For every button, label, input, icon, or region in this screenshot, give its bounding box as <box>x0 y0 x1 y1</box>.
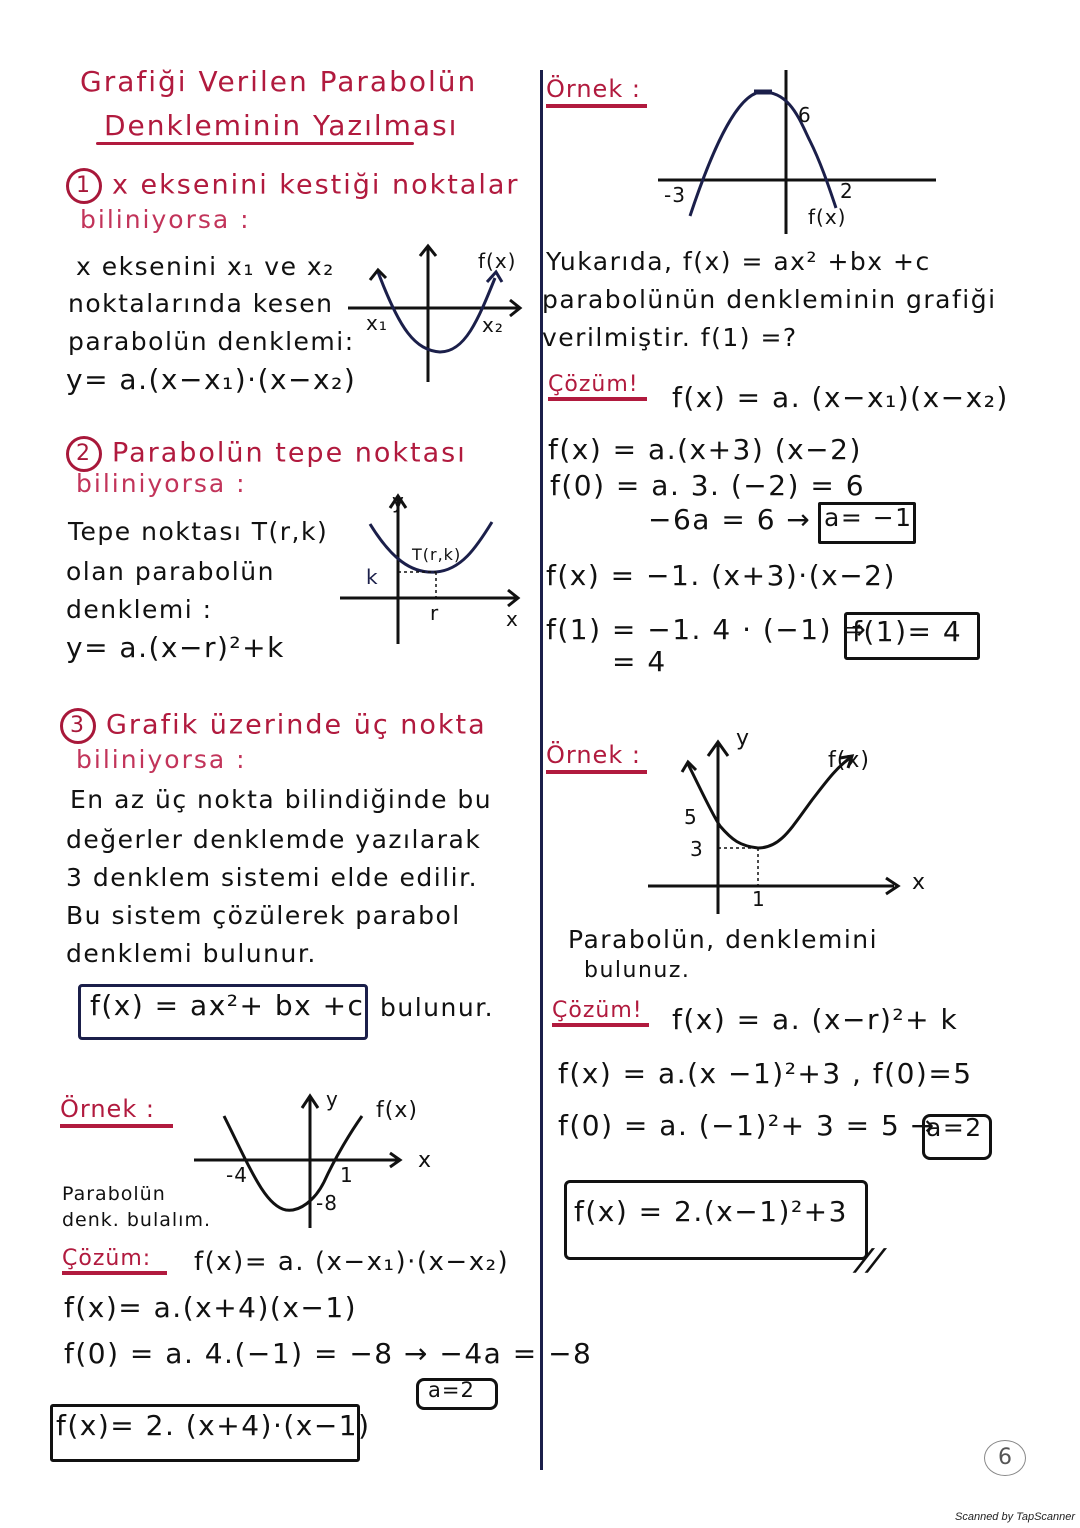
section-3-body-1: En az üç nokta bilindiğinde bu <box>70 785 493 814</box>
right-example1-step-7: = 4 <box>612 645 667 678</box>
page-title-line2: Denkleminin Yazılması <box>104 109 459 142</box>
left-step-3: f(0) = a. 4.(−1) = −8 → −4a = −8 <box>64 1337 593 1370</box>
left-example-y-intercept: -8 <box>316 1191 338 1215</box>
left-example-prompt-2: denk. bulalım. <box>62 1209 212 1231</box>
right-example1-a-value: a= −1 <box>824 503 913 532</box>
right-example1-step-4: −6a = 6 → <box>648 503 812 536</box>
section-2-formula: y= a.(x−r)²+k <box>66 631 285 664</box>
right-example1-y-intercept: 6 <box>798 103 812 127</box>
column-divider <box>540 70 543 1470</box>
left-step-2: f(x)= a.(x+4)(x−1) <box>64 1291 358 1324</box>
left-result: f(x)= 2. (x+4)·(x−1) <box>56 1409 371 1442</box>
section-3-formula-suffix: bulunur. <box>380 993 495 1022</box>
section-1-heading-cont: biliniyorsa : <box>80 205 251 234</box>
section-2-heading-cont: biliniyorsa : <box>76 469 247 498</box>
right-example2-solution-label: Çözüm! <box>552 998 649 1027</box>
section-2-heading: 2 Parabolün tepe noktası <box>66 436 467 472</box>
left-example-y-label: y <box>326 1087 339 1111</box>
left-example-x-label: x <box>418 1148 433 1173</box>
right-example2-a-value: a=2 <box>926 1113 983 1142</box>
right-example1-curve-label: f(x) <box>808 205 847 229</box>
section-1-heading: 1 x eksenini kestiği noktalar <box>66 168 520 204</box>
right-example1-root1: -3 <box>664 183 686 207</box>
right-example2-vertex-y: 3 <box>690 837 704 861</box>
right-example2-graph <box>640 730 920 920</box>
right-example2-prompt-1: Parabolün, denklemini <box>568 925 879 954</box>
left-example-label: Örnek : <box>60 1096 173 1128</box>
section-1-body-3: parabolün denklemi: <box>68 327 355 356</box>
right-example2-step-2: f(x) = a.(x −1)²+3 <box>558 1057 842 1090</box>
right-example1-label: Örnek : <box>546 76 647 108</box>
right-example2-label: Örnek : <box>546 742 647 774</box>
right-example1-step-1: f(x) = a. (x−x₁)(x−x₂) <box>672 381 1009 414</box>
graph2-y-label: y <box>392 489 405 513</box>
page-title-line1: Grafiği Verilen Parabolün <box>80 65 478 98</box>
right-example1-graph <box>650 66 950 246</box>
right-example1-question-2: parabolünün denkleminin grafiği <box>542 285 997 314</box>
right-example2-step-4: f(0) = a. (−1)²+ 3 = 5 → <box>558 1109 936 1142</box>
right-example1-step-6: f(1) = −1. 4 · (−1) ⇒ <box>546 613 868 646</box>
section-3-heading-cont: biliniyorsa : <box>76 745 247 774</box>
section-3-body-5: denklemi bulunur. <box>66 939 317 968</box>
graph2-k-label: k <box>366 565 379 589</box>
right-example1-root2: 2 <box>840 179 854 203</box>
left-example-root2: 1 <box>340 1163 354 1187</box>
graph1-curve-label: f(x) <box>478 249 517 273</box>
left-example-curve-label: f(x) <box>376 1098 418 1123</box>
right-example1-step-3: f(0) = a. 3. (−2) = 6 <box>550 469 866 502</box>
right-example2-x-label: x <box>912 870 927 895</box>
title-underline <box>96 142 414 145</box>
section-2-body-2: olan parabolün <box>66 557 275 586</box>
graph1-root2-label: x₂ <box>482 313 504 337</box>
section-number-badge: 1 <box>66 168 102 204</box>
end-mark: // <box>850 1243 891 1278</box>
graph2-r-label: r <box>430 601 440 625</box>
section-1-body-2: noktalarında kesen <box>68 289 334 318</box>
section-3-body-3: 3 denklem sistemi elde edilir. <box>66 863 479 892</box>
section-2-body-3: denklemi : <box>66 595 213 624</box>
section-3-body-2: değerler denklemde yazılarak <box>66 825 482 854</box>
scanner-footer: Scanned by TapScanner <box>955 1511 1076 1523</box>
section-number-badge: 3 <box>60 708 96 744</box>
right-example1-question-3: verilmiştir. f(1) =? <box>542 323 798 352</box>
right-example2-result: f(x) = 2.(x−1)²+3 <box>574 1195 848 1228</box>
section-1-body-1: x eksenini x₁ ve x₂ <box>76 252 335 281</box>
graph2-vertex-label: T(r,k) <box>412 545 462 564</box>
right-example1-result: f(1)= 4 <box>852 615 963 648</box>
right-example2-curve-label: f(x) <box>828 748 870 773</box>
left-a-value: a=2 <box>428 1378 475 1402</box>
section-3-formula: f(x) = ax²+ bx +c <box>90 989 365 1022</box>
graph1-root1-label: x₁ <box>366 311 388 335</box>
right-example2-vertex-x: 1 <box>752 887 766 911</box>
right-example1-question-1: Yukarıda, f(x) = ax² +bx +c <box>546 247 931 276</box>
section-2-body-1: Tepe noktası T(r,k) <box>68 517 329 546</box>
section-3-heading: 3 Grafik üzerinde üç nokta <box>60 708 487 744</box>
section-1-formula: y= a.(x−x₁)·(x−x₂) <box>66 363 357 396</box>
right-example1-step-2: f(x) = a.(x+3) (x−2) <box>548 433 862 466</box>
right-example2-step-1: f(x) = a. (x−r)²+ k <box>672 1003 959 1036</box>
section-3-body-4: Bu sistem çözülerek parabol <box>66 901 461 930</box>
left-step-1: f(x)= a. (x−x₁)·(x−x₂) <box>194 1247 510 1277</box>
right-example2-y-intercept: 5 <box>684 805 698 829</box>
right-example1-step-5: f(x) = −1. (x+3)·(x−2) <box>546 559 896 592</box>
right-example2-prompt-2: bulunuz. <box>584 958 691 983</box>
left-solution-label: Çözüm: <box>62 1246 167 1275</box>
page-number: 6 <box>984 1440 1026 1476</box>
right-example2-y-label: y <box>736 726 751 751</box>
left-example-root1: -4 <box>226 1163 248 1187</box>
right-example1-solution-label: Çözüm! <box>548 372 647 401</box>
section-number-badge: 2 <box>66 436 102 472</box>
left-example-prompt-1: Parabolün <box>62 1183 166 1205</box>
graph2-x-label: x <box>506 607 519 631</box>
right-example2-step-3: , f(0)=5 <box>852 1057 973 1090</box>
